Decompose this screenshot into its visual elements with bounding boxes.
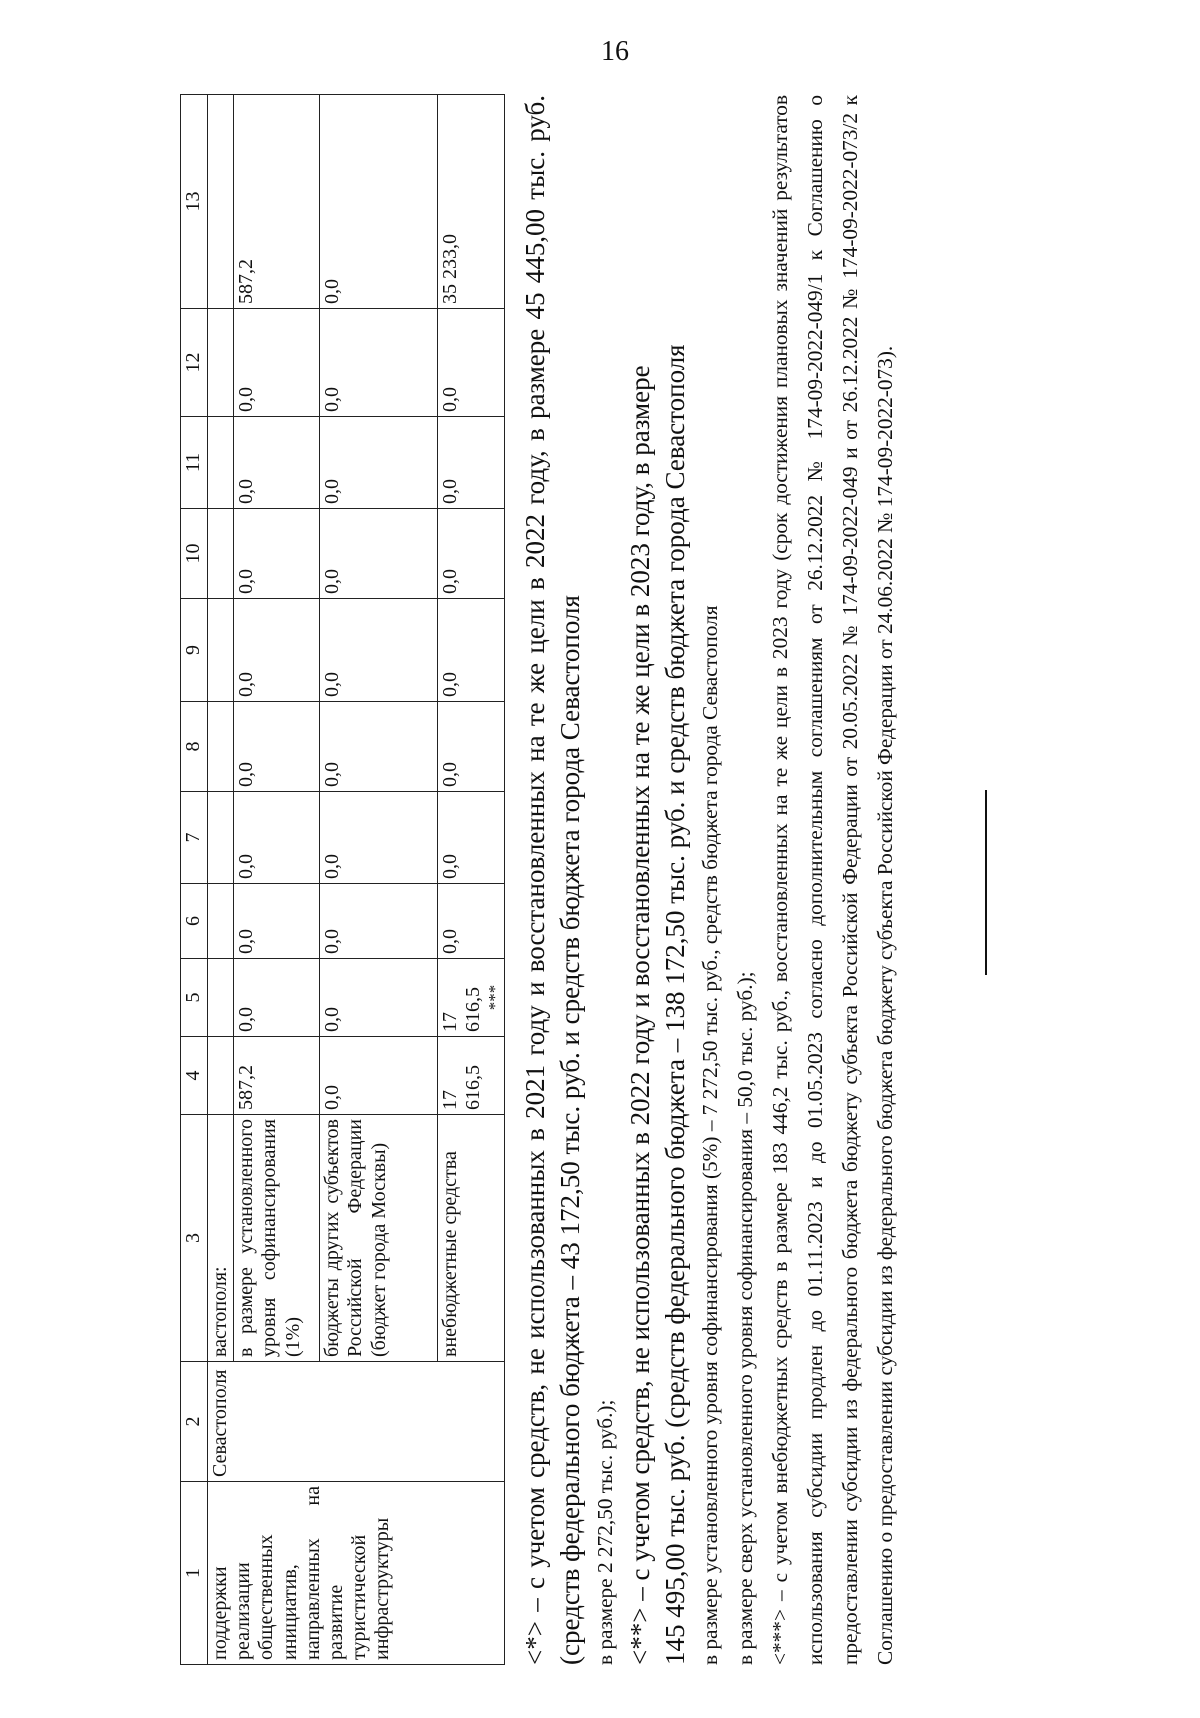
value-cell: 587,2 [234, 95, 320, 309]
header-cell: 3 [181, 1115, 208, 1362]
value-cell: 0,0 [234, 702, 320, 792]
value-cell: 0,0 [320, 509, 438, 599]
value-cell: 0,0 [320, 599, 438, 702]
value-cell: 0,0 [320, 884, 438, 959]
value-cell: 0,0 [438, 309, 504, 417]
value-cell: 0,0 [234, 599, 320, 702]
header-cell: 10 [181, 509, 208, 599]
header-cell: 7 [181, 792, 208, 884]
subsidy-table [180, 94, 505, 1665]
header-cell: 5 [181, 959, 208, 1037]
footnote-1-tail: в размере 2 272,50 тыс. руб.); [593, 1399, 617, 1665]
source-label-cell: бюджеты других субъектов Российской Федерации (бюджет города Москвы) [320, 1115, 438, 1362]
footnote-2-line: в размере сверх установленного уровня софинансирования – 50,0 тыс. руб.); [733, 971, 757, 1665]
rotated-content [180, 95, 1000, 1665]
program-cell: поддержки реализации общественных инициатив, направленных на развитие туристической инфраструктуры [208, 1482, 505, 1665]
value-cell: 0,0 [320, 792, 438, 884]
value-cell: 587,2 [234, 1037, 320, 1115]
header-cell: 13 [181, 95, 208, 309]
table-row [208, 95, 234, 1665]
source-intro-cell: вастополя: [208, 1115, 234, 1362]
footnote-2: <**> – с учетом средств, не использованных в 2022 году и восстановленных на те же цели в 2023 году, в размере [625, 365, 655, 1665]
region-cell: Севастополя [208, 1362, 505, 1482]
value-cell: 0,0 [438, 884, 504, 959]
value-cell: 0,0 [234, 417, 320, 509]
value-cell: 0,0 [320, 1037, 438, 1115]
footnote-2-body: 145 495,00 тыс. руб. (средств федерального бюджета – 138 172,50 тыс. руб. и средств бюджета города Севастополя [660, 344, 690, 1665]
value-cell: 0,0 [320, 309, 438, 417]
value-cell: 0,0 [234, 959, 320, 1037]
value-cell: 0,0 [320, 959, 438, 1037]
header-cell: 4 [181, 1037, 208, 1115]
value-cell: 0,0 [320, 702, 438, 792]
value-cell: 0,0 [438, 417, 504, 509]
value-cell: 0,0 [234, 884, 320, 959]
header-cell: 8 [181, 702, 208, 792]
footnotes [518, 95, 903, 1665]
header-cell: 11 [181, 417, 208, 509]
value-cell: 0,0 [438, 509, 504, 599]
page-number: 16 [601, 36, 629, 67]
value-cell: 17 616,5 [438, 1037, 504, 1115]
header-cell: 2 [181, 1362, 208, 1482]
source-label-cell: в размере установленного уровня софинансирования (1%) [234, 1115, 320, 1362]
header-cell: 6 [181, 884, 208, 959]
source-label-cell: внебюджетные средства [438, 1115, 504, 1362]
header-row [181, 95, 208, 1665]
value-cell: 0,0 [234, 309, 320, 417]
value-cell: 0,0 [234, 509, 320, 599]
header-cell: 9 [181, 599, 208, 702]
value-cell [438, 959, 504, 1037]
value-text: 17 616,5 [439, 987, 485, 1032]
footnote-marker: *** [484, 984, 504, 1011]
value-cell: 0,0 [438, 599, 504, 702]
value-cell: 0,0 [438, 702, 504, 792]
footnote-2-line: в размере установленного уровня софинансирования (5%) – 7 272,50 тыс. руб., средств бюджета города Севастополя [698, 605, 722, 1665]
value-cell: 0,0 [320, 95, 438, 309]
divider-line [985, 790, 987, 975]
value-cell: 0,0 [234, 792, 320, 884]
value-cell: 0,0 [320, 417, 438, 509]
header-cell: 1 [181, 1482, 208, 1665]
value-cell: 0,0 [438, 792, 504, 884]
footnote-1: <*> – с учетом средств, не использованных в 2021 году и восстановленных на те же цели в 2022 году, в размере 45 445,00 тыс. руб. (средств федерального бюджета – 43 172,50 тыс. руб. и средств бюджета города Севастополя [520, 95, 585, 1665]
header-cell: 12 [181, 309, 208, 417]
value-cell: 35 233,0 [438, 95, 504, 309]
footnote-3: <***> – с учетом внебюджетных средств в размере 183 446,2 тыс. руб., восстановленных на те же цели в 2023 году (срок достижения плановых значений результатов использования субсидии продлен до 01.11.2023 и до 01.05.2023 согласно дополнительным соглашениям от 26.12.2022 № 174-09-2022-049/1 к Соглашению о предоставлении субсидии из федерального бюджета бюджету субъекта Российской Федерации от 20.05.2022 № 174-09-2022-049 и от 26.12.2022 № 174-09-2022-073/2 к Соглашению о предоставлении субсидии из федерального бюджета бюджету субъекта Российской Федерации от 24.06.2022 № 174-09-2022-073). [768, 95, 897, 1665]
